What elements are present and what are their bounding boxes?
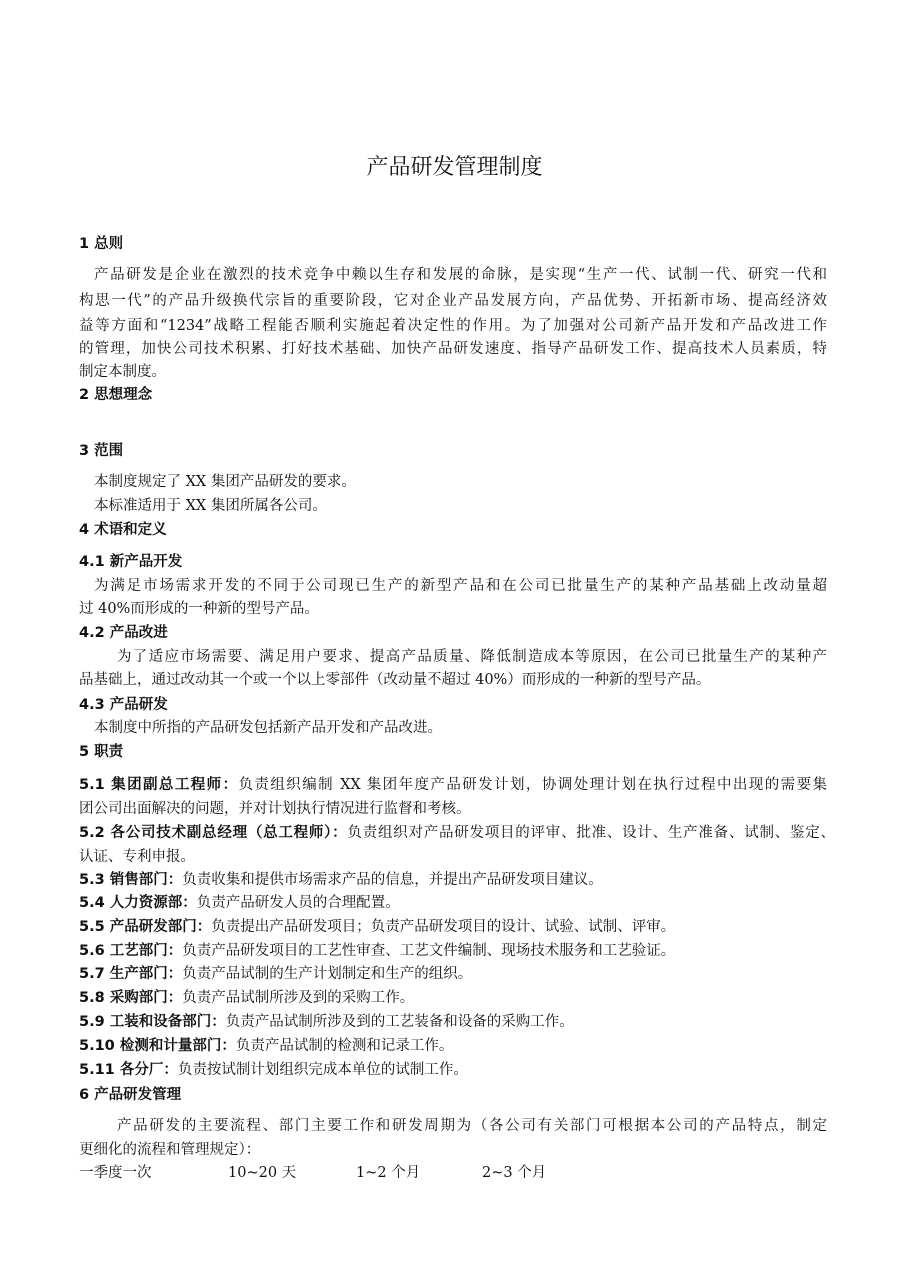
paragraph-line: 构思一代”的产品升级换代宗旨的重要阶段，它对企业产品发展方向，产品优势、开拓新市场、提高经济效 [79,293,827,309]
responsibility-text: 负责收集和提供市场需求产品的信息，并提出产品研发项目建议。 [182,872,603,888]
period-months-long: 2~3 个月 [482,1165,547,1181]
responsibility-label: 5.10 检测和计量部门： [79,1038,236,1054]
definition-line: 为了适应市场需要、满足用户要求、提高产品质量、降低制造成本等原因，在公司已批量生产的某种产 [117,649,827,665]
scope-line: 本制度规定了 XX 集团产品研发的要求。 [94,474,356,490]
definition-line: 为满足市场需求开发的不同于公司现已生产的新型产品和在公司已批量生产的某种产品基础上改动量超 [94,578,827,594]
responsibility-item [79,1036,453,1056]
subsection-heading: 4.1 新产品开发 [79,554,183,570]
paragraph-line: 的管理，加快公司技术积累、打好技术基础、加快产品研发速度、指导产品研发工作、提高技术人员素质，特 [79,341,827,357]
responsibility-label: 5.11 各分厂： [79,1062,178,1078]
definition-line: 本制度中所指的产品研发包括新产品开发和产品改进。 [94,720,442,736]
responsibility-text: 负责产品试制所涉及到的工艺装备和设备的采购工作。 [225,1014,574,1030]
management-line: 更细化的流程和管理规定）： [79,1142,261,1158]
responsibility-item [79,823,835,843]
responsibility-item [79,1012,574,1032]
responsibility-item [79,1060,468,1080]
responsibility-item [79,988,414,1008]
responsibility-text-cont: 认证、专利申报。 [79,849,195,865]
responsibility-label: 5.6 工艺部门： [79,943,183,959]
responsibility-item [79,917,675,937]
definition-line: 过 40%而形成的一种新的型号产品。 [79,601,319,617]
responsibility-label: 5.9 工装和设备部门： [79,1014,226,1030]
responsibility-text-cont: 团公司出面解决的问题，并对计划执行情况进行监督和考核。 [79,801,471,817]
responsibility-label: 5.4 人力资源部： [79,895,197,911]
responsibility-item [79,870,603,890]
definition-line: 品基础上，通过改动其一个或一个以上零部件（改动量不超过 40%）而形成的一种新的型号产品。 [79,672,711,688]
responsibility-item [79,775,827,795]
responsibility-text: 负责组织对产品研发项目的评审、批准、设计、生产准备、试制、鉴定、 [347,825,836,841]
responsibility-item [79,893,400,913]
paragraph-line: 益等方面和“1234”战略工程能否顺利实施起着决定性的作用。为了加强对公司新产品开发和产品改进工作 [79,318,827,334]
section-heading-scope: 3 范围 [79,443,124,459]
responsibility-text: 负责提出产品研发项目；负责产品研发项目的设计、试验、试制、评审。 [211,919,676,935]
period-quarterly: 一季度一次 [79,1165,152,1181]
period-months-short: 1~2 个月 [356,1165,421,1181]
responsibility-label: 5.7 生产部门： [79,966,183,982]
responsibility-text: 负责按试制计划组织完成本单位的试制工作。 [177,1062,468,1078]
responsibility-text: 负责产品试制所涉及到的采购工作。 [182,990,415,1006]
responsibility-label: 5.5 产品研发部门： [79,919,212,935]
responsibility-label: 5.1 集团副总工程师： [79,777,239,793]
responsibility-text: 负责产品试制的生产计划制定和生产的组织。 [182,966,473,982]
responsibility-item [79,941,675,961]
section-heading-philosophy: 2 思想理念 [79,387,153,403]
document-title: 产品研发管理制度 [366,155,543,180]
paragraph-line: 制定本制度。 [79,364,166,380]
management-line: 产品研发的主要流程、部门主要工作和研发周期为（各公司有关部门可根据本公司的产品特点，制定 [117,1118,827,1134]
responsibility-label: 5.8 采购部门： [79,990,183,1006]
responsibility-text: 负责产品研发人员的合理配置。 [196,895,400,911]
section-heading-management: 6 产品研发管理 [79,1087,182,1103]
section-heading-general: 1 总则 [79,236,124,252]
subsection-heading: 4.3 产品研发 [79,697,168,713]
period-days: 10~20 天 [228,1165,297,1181]
section-heading-terms: 4 术语和定义 [79,522,167,538]
paragraph-line: 产品研发是企业在激烈的技术竞争中赖以生存和发展的命脉，是实现“生产一代、试制一代、研究一代和 [94,267,827,283]
responsibility-text: 负责产品试制的检测和记录工作。 [235,1038,454,1054]
subsection-heading: 4.2 产品改进 [79,625,168,641]
scope-line: 本标准适用于 XX 集团所属各公司。 [94,498,327,514]
responsibility-text: 负责组织编制 XX 集团年度产品研发计划，协调处理计划在执行过程中出现的需要集 [238,777,827,793]
section-heading-responsibilities: 5 职责 [79,744,124,760]
responsibility-text: 负责产品研发项目的工艺性审查、工艺文件编制、现场技术服务和工艺验证。 [182,943,676,959]
responsibility-label: 5.2 各公司技术副总经理（总工程师）： [79,825,348,841]
responsibility-label: 5.3 销售部门： [79,872,183,888]
responsibility-item [79,964,472,984]
